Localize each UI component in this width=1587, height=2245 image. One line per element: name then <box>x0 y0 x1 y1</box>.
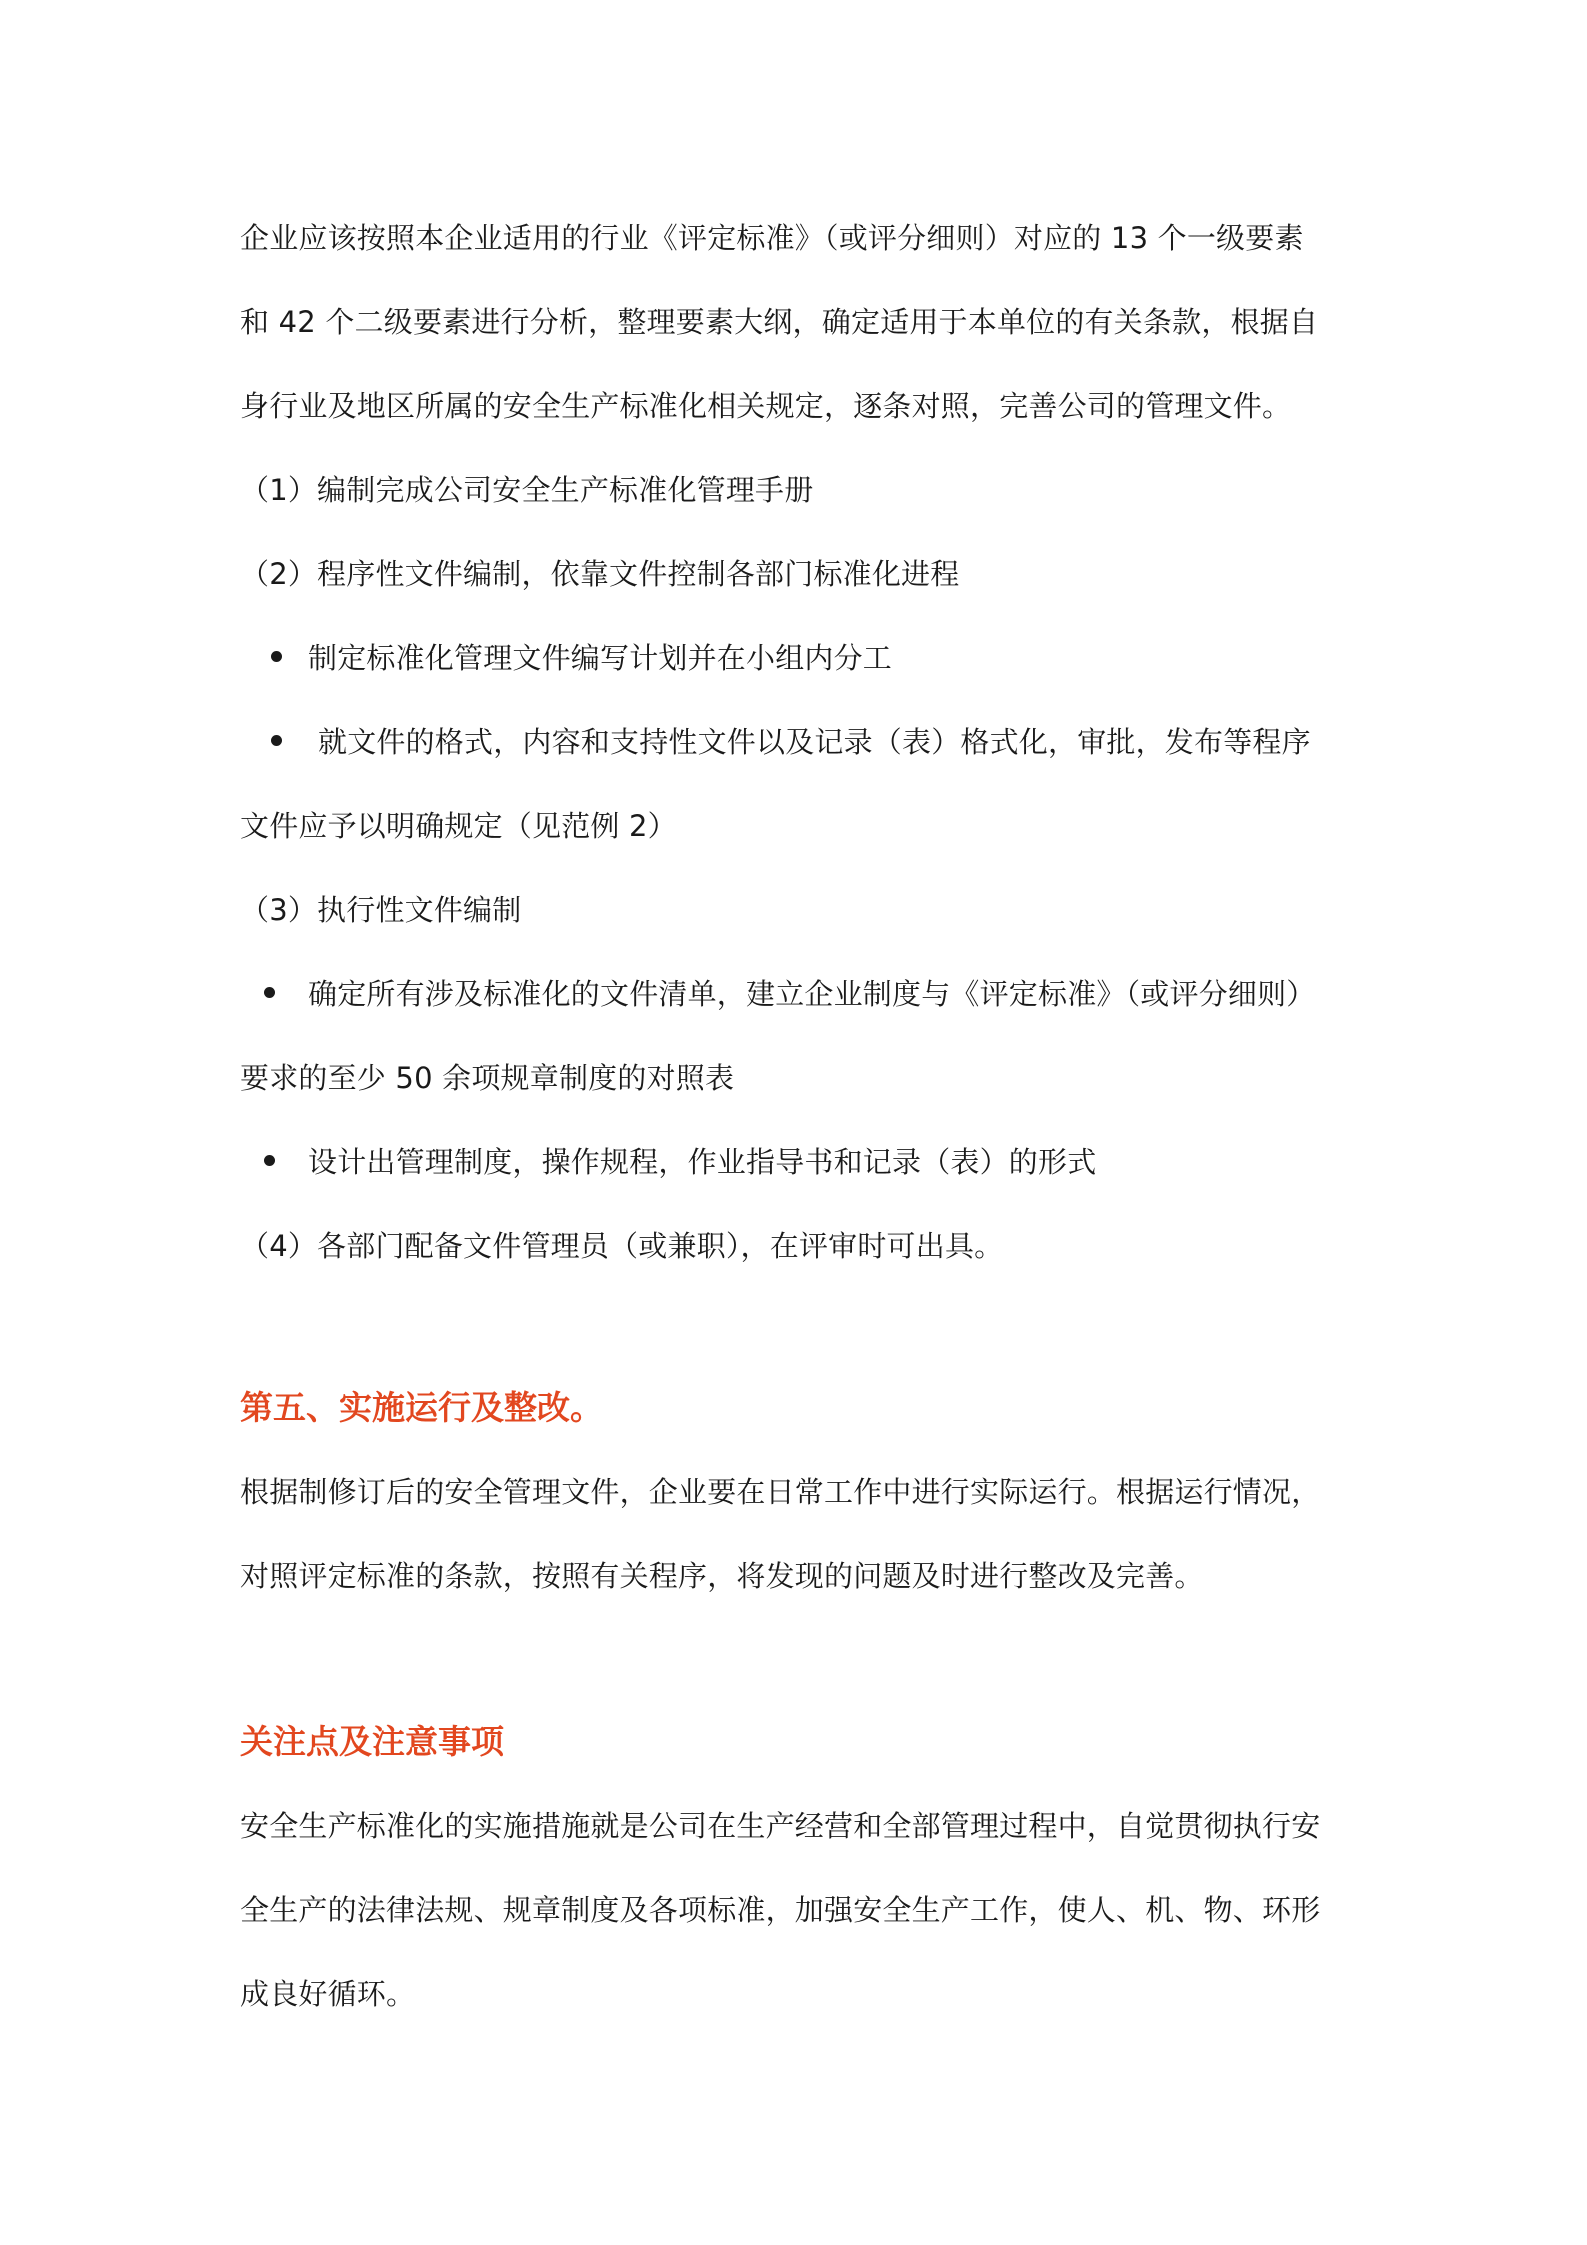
list-item: （4）各部门配备文件管理员（或兼职），在评审时可出具。 <box>240 1229 1004 1263</box>
list-item: 就文件的格式，内容和支持性文件以及记录（表）格式化，审批，发布等程序 <box>318 725 1311 759</box>
paragraph-line: 成良好循环。 <box>240 1977 416 2011</box>
list-item: 文件应予以明确规定（见范例 2） <box>240 809 677 843</box>
list-item: （2）程序性文件编制，依靠文件控制各部门标准化进程 <box>240 557 960 591</box>
paragraph-line: 和 42 个二级要素进行分析，整理要素大纲，确定适用于本单位的有关条款，根据自 <box>240 305 1319 339</box>
paragraph-line: 身行业及地区所属的安全生产标准化相关规定，逐条对照，完善公司的管理文件。 <box>240 389 1292 423</box>
paragraph-line: 全生产的法律法规、规章制度及各项标准，加强安全生产工作，使人、机、物、环形 <box>240 1893 1321 1927</box>
bullet-icon <box>264 1155 275 1166</box>
bullet-icon <box>271 735 282 746</box>
paragraph-line: 对照评定标准的条款，按照有关程序，将发现的问题及时进行整改及完善。 <box>240 1559 1204 1593</box>
list-item: （3）执行性文件编制 <box>240 893 522 927</box>
bullet-icon <box>271 651 282 662</box>
list-item: 确定所有涉及标准化的文件清单，建立企业制度与《评定标准》（或评分细则） <box>308 977 1316 1011</box>
list-item: （1）编制完成公司安全生产标准化管理手册 <box>240 473 814 507</box>
list-item: 设计出管理制度，操作规程，作业指导书和记录（表）的形式 <box>308 1145 1097 1179</box>
paragraph-line: 企业应该按照本企业适用的行业《评定标准》（或评分细则）对应的 13 个一级要素 <box>240 221 1304 255</box>
list-item: 要求的至少 50 余项规章制度的对照表 <box>240 1061 735 1095</box>
bullet-icon <box>264 987 275 998</box>
paragraph-line: 根据制修订后的安全管理文件，企业要在日常工作中进行实际运行。根据运行情况， <box>240 1475 1321 1509</box>
section-heading: 关注点及注意事项 <box>240 1722 504 1761</box>
list-item: 制定标准化管理文件编写计划并在小组内分工 <box>308 641 893 675</box>
paragraph-line: 安全生产标准化的实施措施就是公司在生产经营和全部管理过程中，自觉贯彻执行安 <box>240 1809 1321 1843</box>
section-heading: 第五、实施运行及整改。 <box>240 1388 603 1427</box>
